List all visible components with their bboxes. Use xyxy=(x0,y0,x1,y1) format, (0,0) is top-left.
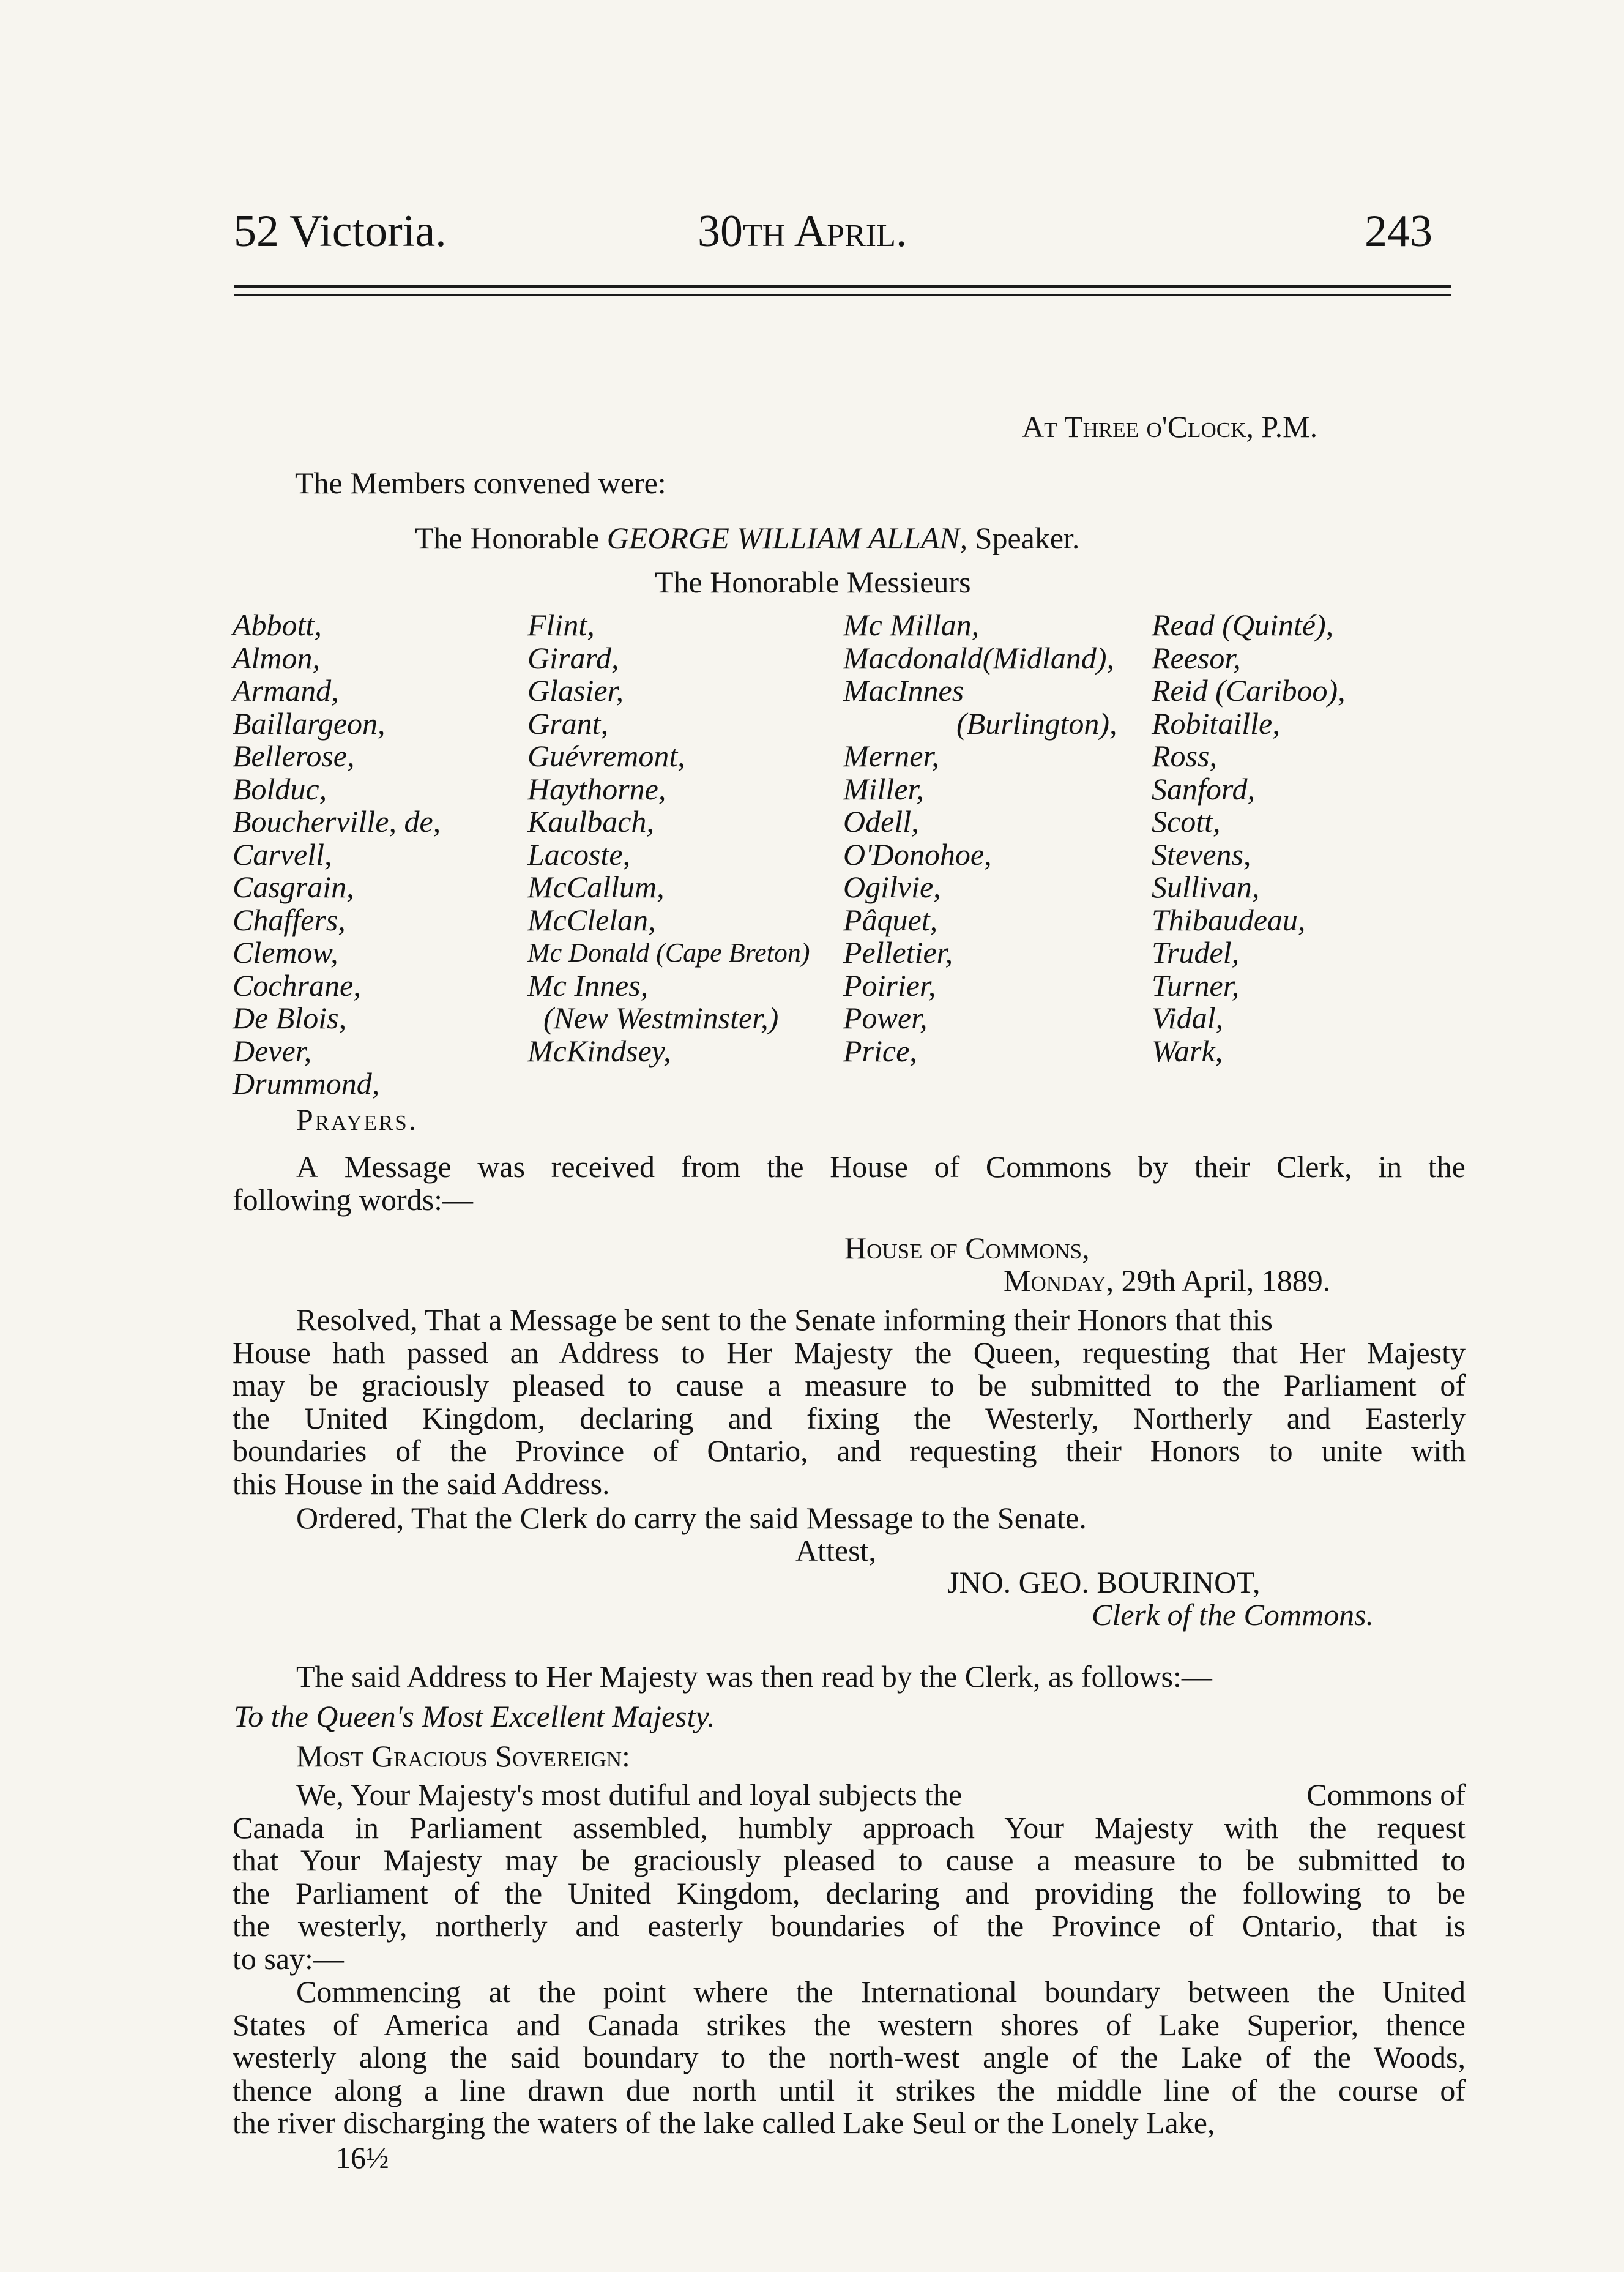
speaker-name: GEORGE WILLIAM ALLAN, xyxy=(606,521,968,555)
member-name: Boucherville, de, xyxy=(233,804,441,839)
member-name: Casgrain, xyxy=(233,870,354,904)
member-name: Chaffers, xyxy=(233,902,346,937)
page-number: 243 xyxy=(1365,206,1432,256)
member-name: Vidal, xyxy=(1152,1001,1224,1035)
word: by xyxy=(1138,1149,1169,1184)
signature-title: Clerk of the Commons. xyxy=(1092,1597,1374,1632)
resolution-line: may be graciously pleased to cause a measure to be submitted to the Parliament of xyxy=(233,1368,1466,1402)
member-name: Baillargeon, xyxy=(233,706,386,741)
word: House xyxy=(830,1149,908,1184)
word: A xyxy=(296,1149,319,1184)
word: Message xyxy=(344,1149,452,1184)
address-body xyxy=(233,1779,1466,1975)
resolution-line xyxy=(233,1304,1466,1337)
resolution-line: House hath passed an Address to Her Majesty the Queen, requesting that Her Majesty xyxy=(233,1335,1466,1370)
member-name: Price, xyxy=(843,1033,917,1068)
signature-name: JNO. GEO. BOURINOT, xyxy=(947,1565,1261,1599)
boundary-paragraph xyxy=(233,1976,1466,2140)
member-name: O'Donohoe, xyxy=(843,837,992,872)
member-name: Scott, xyxy=(1152,804,1221,839)
member-name: De Blois, xyxy=(233,1001,347,1035)
word: received xyxy=(551,1149,655,1184)
word: Clerk, xyxy=(1276,1149,1352,1184)
signature-mark: 16½ xyxy=(335,2140,389,2175)
member-name: McCallum, xyxy=(527,870,665,904)
address-first-line xyxy=(233,1779,1466,1812)
member-name: McClelan, xyxy=(527,902,656,937)
member-name: Grant, xyxy=(527,706,608,741)
member-name: Macdonald(Midland), xyxy=(843,640,1114,675)
member-name: (Burlington), xyxy=(956,706,1117,741)
member-name: Dever, xyxy=(233,1033,312,1068)
resolution-line: boundaries of the Province of Ontario, and requesting their Honors to unite with xyxy=(233,1433,1466,1468)
member-name: Guévremont, xyxy=(527,739,685,773)
boundary-line: States of America and Canada strikes the western shores of Lake Superior, thence xyxy=(233,2007,1466,2042)
member-name: Kaulbach, xyxy=(527,804,654,839)
boundary-line: the river discharging the waters of the lake called Lake Seul or the Lonely Lake, xyxy=(233,2106,1215,2140)
member-name: Almon, xyxy=(233,640,321,675)
members-column-2 xyxy=(527,609,810,1067)
resolution-text: Resolved, That a Message be sent to the Senate informing their Honors that this xyxy=(296,1302,1273,1337)
message-intro xyxy=(233,1151,1466,1216)
member-name: Read (Quinté), xyxy=(1152,608,1334,642)
member-name: Robitaille, xyxy=(1152,706,1280,741)
salutation: Most Gracious Sovereign: xyxy=(296,1739,630,1773)
member-name: Sanford, xyxy=(1152,771,1255,806)
word: of xyxy=(934,1149,960,1184)
word: their xyxy=(1194,1149,1251,1184)
header-rule-bottom xyxy=(234,294,1451,296)
member-name: Pâquet, xyxy=(843,902,938,937)
boundary-line: Commencing at the point where the International boundary between the United xyxy=(296,1975,1466,2009)
member-name: Mc Millan, xyxy=(843,608,980,642)
member-name: McKindsey, xyxy=(527,1033,671,1068)
attest-label: Attest, xyxy=(795,1533,876,1568)
member-name: Armand, xyxy=(233,673,339,708)
word: was xyxy=(477,1149,526,1184)
commons-date-line xyxy=(1004,1263,1330,1298)
address-line: that Your Majesty may be graciously pleased to cause a measure to be submitted to xyxy=(233,1843,1466,1877)
member-name: Drummond, xyxy=(233,1066,380,1100)
member-name: MacInnes xyxy=(843,673,964,708)
member-name: Girard, xyxy=(527,640,619,675)
messieurs-heading: The Honorable Messieurs xyxy=(655,565,971,599)
member-name: Lacoste, xyxy=(527,837,631,872)
member-name: Pelletier, xyxy=(843,935,953,970)
member-name: Haythorne, xyxy=(527,771,666,806)
member-name: Reid (Cariboo), xyxy=(1152,673,1346,708)
address-line: the Parliament of the United Kingdom, declaring and providing the following to be xyxy=(233,1875,1466,1910)
address-line: Canada in Parliament assembled, humbly approach Your Majesty with the request xyxy=(233,1810,1466,1845)
address-intro: The said Address to Her Majesty was then read by the Clerk, as follows:— xyxy=(296,1659,1212,1694)
address-first-line-left: We, Your Majesty's most dutiful and loyal subjects the xyxy=(296,1777,963,1812)
member-name: Abbott, xyxy=(233,608,322,642)
member-name: Stevens, xyxy=(1152,837,1251,872)
running-head-date: 30th April. xyxy=(698,206,907,256)
boundary-line: thence along a line drawn due north until it strikes the middle line of the course of xyxy=(233,2072,1466,2107)
members-column-1 xyxy=(233,609,441,1100)
member-name: Ross, xyxy=(1152,739,1217,773)
member-name: Bellerose, xyxy=(233,739,355,773)
word: the xyxy=(1428,1149,1466,1184)
member-name: Glasier, xyxy=(527,673,624,708)
address-line: the westerly, northerly and easterly boundaries of the Province of Ontario, that is xyxy=(233,1908,1466,1943)
convened-heading: The Members convened were: xyxy=(295,466,666,500)
member-name: Clemow, xyxy=(233,935,338,970)
member-name: Mc Innes, xyxy=(527,968,649,1003)
member-name: Thibaudeau, xyxy=(1152,902,1306,937)
commons-date-day: Monday, xyxy=(1004,1263,1114,1298)
word: from xyxy=(680,1149,740,1184)
word: the xyxy=(766,1149,804,1184)
address-line: to say:— xyxy=(233,1941,344,1976)
address-recipient: To the Queen's Most Excellent Majesty. xyxy=(234,1699,715,1733)
member-name: Poirier, xyxy=(843,968,936,1003)
resolution-paragraph xyxy=(233,1304,1466,1500)
commons-date-rest: 29th April, 1889. xyxy=(1121,1263,1331,1298)
commons-house-heading: House of Commons, xyxy=(844,1231,1090,1265)
resolution-line: this House in the said Address. xyxy=(233,1466,610,1501)
member-name: Power, xyxy=(843,1001,928,1035)
word: in xyxy=(1378,1149,1402,1184)
member-name: Sullivan, xyxy=(1152,870,1260,904)
member-name: Odell, xyxy=(843,804,919,839)
prayers-heading: Prayers. xyxy=(296,1102,419,1137)
member-name: Reesor, xyxy=(1152,640,1241,675)
message-intro-line-2: following words:— xyxy=(233,1182,474,1217)
boundary-line: westerly along the said boundary to the north-west angle of the Lake of the Woods, xyxy=(233,2040,1466,2074)
members-column-4 xyxy=(1152,609,1346,1067)
member-name: (New Westminster,) xyxy=(543,1001,779,1035)
member-name: Turner, xyxy=(1152,968,1240,1003)
member-name: Mc Donald (Cape Breton) xyxy=(527,938,810,968)
member-name: Flint, xyxy=(527,608,595,642)
message-intro-line-1 xyxy=(233,1151,1466,1184)
speaker-prefix: The Honorable xyxy=(415,521,600,555)
speaker-title: Speaker. xyxy=(975,521,1080,555)
member-name: Trudel, xyxy=(1152,935,1240,970)
sitting-time: At Three o'Clock, P.M. xyxy=(1022,409,1318,444)
member-name: Merner, xyxy=(843,739,939,773)
header-rule-top xyxy=(234,285,1451,288)
speaker-line xyxy=(415,520,1079,556)
ordered-line: Ordered, That the Clerk do carry the said Message to the Senate. xyxy=(296,1501,1087,1535)
word: Commons xyxy=(985,1149,1112,1184)
running-head-session: 52 Victoria. xyxy=(234,206,447,256)
resolution-line: the United Kingdom, declaring and fixing the Westerly, Northerly and Easterly xyxy=(233,1400,1466,1435)
member-name: Ogilvie, xyxy=(843,870,941,904)
member-name: Cochrane, xyxy=(233,968,361,1003)
members-column-3 xyxy=(843,609,1117,1067)
member-name: Carvell, xyxy=(233,837,332,872)
address-first-line-right: Commons of xyxy=(1306,1777,1466,1812)
member-name: Miller, xyxy=(843,771,924,806)
member-name: Bolduc, xyxy=(233,771,327,806)
member-name: Wark, xyxy=(1152,1033,1223,1068)
